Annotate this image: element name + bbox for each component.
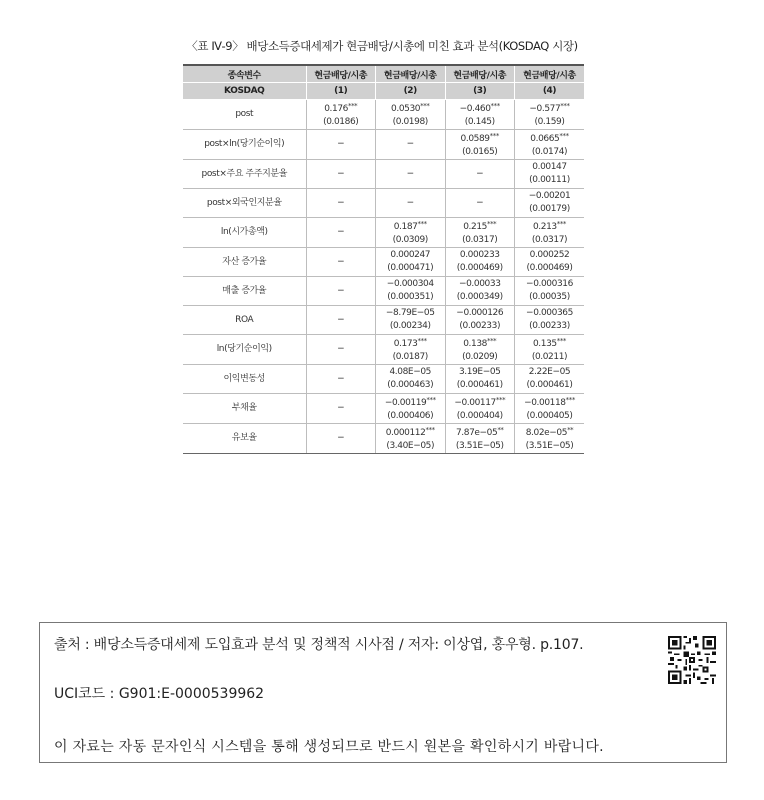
coefficient: 0.187*** <box>393 220 427 232</box>
variable-label: 유보율 <box>183 424 306 454</box>
coef-cell <box>376 218 446 248</box>
coefficient: − <box>406 197 414 208</box>
standard-error: (0.0165) <box>462 147 498 157</box>
coefficient: − <box>337 373 345 384</box>
coef-cell <box>515 100 585 130</box>
significance-stars: *** <box>486 337 497 345</box>
coef-cell <box>306 394 376 424</box>
coefficient: 0.000112*** <box>385 426 435 438</box>
variable-label: post×ln(당기순이익) <box>183 130 306 160</box>
table-row <box>183 277 584 306</box>
header-cell: 현금배당/시총 <box>515 65 585 83</box>
coefficient: − <box>406 168 414 179</box>
coefficient: 0.000233 <box>459 250 500 260</box>
coef-cell <box>445 365 515 394</box>
coef-cell <box>445 394 515 424</box>
standard-error: (0.0209) <box>462 352 498 362</box>
coefficient: − <box>337 139 345 149</box>
coef-cell <box>376 365 446 394</box>
coef-cell <box>515 306 585 335</box>
header-cell: (4) <box>515 83 585 100</box>
standard-error: (0.000461) <box>526 380 573 390</box>
coef-cell <box>445 335 515 365</box>
coefficient: −0.00118*** <box>524 396 575 408</box>
coefficient: −0.000365 <box>526 308 573 318</box>
coefficient: 0.000252 <box>529 250 570 260</box>
significance-stars: *** <box>565 396 575 404</box>
coef-cell <box>376 160 446 189</box>
table-row <box>183 100 584 130</box>
significance-stars: *** <box>490 102 500 110</box>
coefficient: − <box>337 403 345 413</box>
coefficient: −0.00201 <box>528 191 571 201</box>
coef-cell <box>515 335 585 365</box>
header-cell: (2) <box>376 83 446 100</box>
variable-label: post <box>183 100 306 130</box>
standard-error: (0.000351) <box>387 292 434 302</box>
coef-cell <box>376 277 446 306</box>
coefficient: −0.000304 <box>386 279 434 289</box>
standard-error: (0.000406) <box>387 411 434 421</box>
coefficient: 4.08E−05 <box>389 367 432 377</box>
significance-stars: *** <box>559 132 569 140</box>
table-row <box>183 160 584 189</box>
coefficient: −0.460*** <box>459 102 500 114</box>
coefficient: 0.000247 <box>390 250 431 260</box>
coef-cell <box>515 424 585 454</box>
table-row <box>183 130 584 160</box>
variable-label: 매출 증가율 <box>183 277 306 306</box>
standard-error: (3.51E−05) <box>455 441 504 451</box>
significance-stars: *** <box>426 396 436 404</box>
regression-table <box>183 64 584 454</box>
coef-cell <box>306 130 376 160</box>
coef-cell <box>515 189 585 218</box>
header-cell: 종속변수 <box>183 65 306 83</box>
coefficient: − <box>337 227 345 237</box>
significance-stars: *** <box>417 220 427 228</box>
coef-cell <box>515 160 585 189</box>
standard-error: (0.00234) <box>389 321 431 331</box>
standard-error: (0.0317) <box>462 235 498 245</box>
coefficient: −0.000126 <box>456 308 504 318</box>
coef-cell <box>445 424 515 454</box>
coef-cell <box>515 218 585 248</box>
coefficient: 8.02e−05** <box>525 426 574 438</box>
coefficient: −0.00117*** <box>454 396 506 408</box>
standard-error: (0.000461) <box>456 380 503 390</box>
variable-label: 이익변동성 <box>183 365 306 394</box>
variable-label: ln(시가총액) <box>183 218 306 248</box>
coefficient: − <box>337 256 345 267</box>
source-citation: 출처 : 배당소득증대세제 도입효과 분석 및 정책적 시사점 / 저자: 이상엽, 홍우형. p.107. <box>54 637 584 653</box>
coefficient: − <box>337 197 345 208</box>
coefficient: − <box>406 139 414 149</box>
coefficient: 0.0665*** <box>530 132 569 144</box>
significance-stars: ** <box>497 426 504 434</box>
coefficient: 0.215*** <box>463 220 497 232</box>
table-row <box>183 248 584 277</box>
coefficient: − <box>476 168 484 179</box>
significance-stars: *** <box>486 220 497 228</box>
standard-error: (0.000469) <box>456 263 503 273</box>
standard-error: (0.000405) <box>526 411 573 421</box>
coefficient: −0.00033 <box>458 279 501 289</box>
variable-label: ln(당기순이익) <box>183 335 306 365</box>
standard-error: (0.0309) <box>392 235 428 245</box>
coef-cell <box>376 335 446 365</box>
coefficient: 0.00147 <box>532 162 567 172</box>
coef-cell <box>515 365 585 394</box>
coefficient: − <box>476 197 484 208</box>
coef-cell <box>376 306 446 335</box>
coef-cell <box>376 394 446 424</box>
header-row-dependent <box>183 65 584 83</box>
coefficient: −0.000316 <box>526 279 573 289</box>
coef-cell <box>306 306 376 335</box>
coef-cell <box>376 130 446 160</box>
coef-cell <box>376 248 446 277</box>
coefficient: 0.0589*** <box>460 132 499 144</box>
coef-cell <box>306 189 376 218</box>
coefficient: 3.19E−05 <box>458 367 501 377</box>
standard-error: (3.51E−05) <box>525 441 574 451</box>
table-row <box>183 424 584 454</box>
significance-stars: *** <box>556 220 567 228</box>
coefficient: − <box>337 168 345 179</box>
standard-error: (0.00111) <box>529 175 570 185</box>
coefficient: −0.00119*** <box>384 396 436 408</box>
standard-error: (0.0198) <box>392 117 428 127</box>
coef-cell <box>515 130 585 160</box>
coef-cell <box>515 277 585 306</box>
header-cell: KOSDAQ <box>183 83 306 100</box>
coef-cell <box>306 160 376 189</box>
coefficient: −0.577*** <box>529 102 570 114</box>
coef-cell <box>306 365 376 394</box>
header-cell: 현금배당/시총 <box>306 65 376 83</box>
coef-cell <box>445 306 515 335</box>
standard-error: (0.000469) <box>526 263 573 273</box>
ocr-notice: 이 자료는 자동 문자인식 시스템을 통해 생성되므로 반드시 원본을 확인하시기 바랍니다. <box>54 739 604 755</box>
standard-error: (0.159) <box>534 117 565 127</box>
standard-error: (0.00233) <box>459 321 501 331</box>
header-cell: (1) <box>306 83 376 100</box>
header-row-models <box>183 83 584 100</box>
uci-code: UCI코드 : G901:E-0000539962 <box>54 686 265 702</box>
variable-label: post×주요 주주지분율 <box>183 160 306 189</box>
coef-cell <box>376 424 446 454</box>
header-cell: 현금배당/시총 <box>445 65 515 83</box>
coef-cell <box>306 424 376 454</box>
coef-cell <box>515 248 585 277</box>
significance-stars: *** <box>420 102 430 110</box>
coef-cell <box>376 189 446 218</box>
coefficient: 0.173*** <box>393 337 427 349</box>
coefficient: −8.79E−05 <box>385 308 435 318</box>
coefficient: 2.22E−05 <box>528 367 571 377</box>
standard-error: (0.00233) <box>529 321 570 331</box>
coef-cell <box>306 277 376 306</box>
standard-error: (0.145) <box>464 117 495 127</box>
table-row <box>183 189 584 218</box>
coefficient: 0.0530*** <box>391 102 430 114</box>
coef-cell <box>445 218 515 248</box>
coef-cell <box>445 160 515 189</box>
coefficient: − <box>337 433 345 443</box>
table-row <box>183 394 584 424</box>
variable-label: ROA <box>183 306 306 335</box>
coefficient: − <box>337 314 345 325</box>
coef-cell <box>306 218 376 248</box>
significance-stars: *** <box>556 337 567 345</box>
standard-error: (0.0187) <box>392 352 428 362</box>
coef-cell <box>445 130 515 160</box>
coefficient: 7.87e−05** <box>455 426 504 438</box>
standard-error: (0.000471) <box>387 263 434 273</box>
source-box <box>39 622 727 763</box>
significance-stars: *** <box>347 102 358 110</box>
coef-cell <box>306 248 376 277</box>
significance-stars: *** <box>425 426 435 434</box>
standard-error: (3.40E−05) <box>386 441 435 451</box>
coef-cell <box>445 248 515 277</box>
coef-cell <box>515 394 585 424</box>
table-row <box>183 306 584 335</box>
header-cell: 현금배당/시총 <box>376 65 446 83</box>
table-row <box>183 365 584 394</box>
table-row <box>183 218 584 248</box>
coef-cell <box>445 100 515 130</box>
standard-error: (0.000349) <box>456 292 503 302</box>
standard-error: (0.0174) <box>531 147 568 157</box>
significance-stars: ** <box>567 426 574 434</box>
coef-cell <box>306 335 376 365</box>
coef-cell <box>376 100 446 130</box>
coefficient: 0.138*** <box>463 337 497 349</box>
significance-stars: *** <box>417 337 427 345</box>
coefficient: 0.135*** <box>532 337 567 349</box>
significance-stars: *** <box>489 132 499 140</box>
coef-cell <box>445 189 515 218</box>
standard-error: (0.000463) <box>387 380 434 390</box>
coef-cell <box>306 100 376 130</box>
standard-error: (0.000404) <box>456 411 503 421</box>
standard-error: (0.0186) <box>323 117 359 127</box>
standard-error: (0.00035) <box>529 292 570 302</box>
standard-error: (0.00179) <box>529 204 570 214</box>
coefficient: 0.213*** <box>532 220 567 232</box>
coefficient: 0.176*** <box>324 102 358 114</box>
variable-label: 부채율 <box>183 394 306 424</box>
variable-label: 자산 증가율 <box>183 248 306 277</box>
header-cell: (3) <box>445 83 515 100</box>
coefficient: − <box>337 285 345 296</box>
variable-label: post×외국인지분율 <box>183 189 306 218</box>
standard-error: (0.0211) <box>531 352 568 362</box>
table-title: 〈표 Ⅳ-9〉 배당소득증대세제가 현금배당/시총에 미친 효과 분석(KOSDAQ 시장) <box>186 39 578 53</box>
standard-error: (0.0317) <box>531 235 568 245</box>
significance-stars: *** <box>560 102 570 110</box>
table-row <box>183 335 584 365</box>
qr-code-icon <box>668 636 716 684</box>
coef-cell <box>445 277 515 306</box>
significance-stars: *** <box>495 396 506 404</box>
coefficient: − <box>337 344 345 354</box>
